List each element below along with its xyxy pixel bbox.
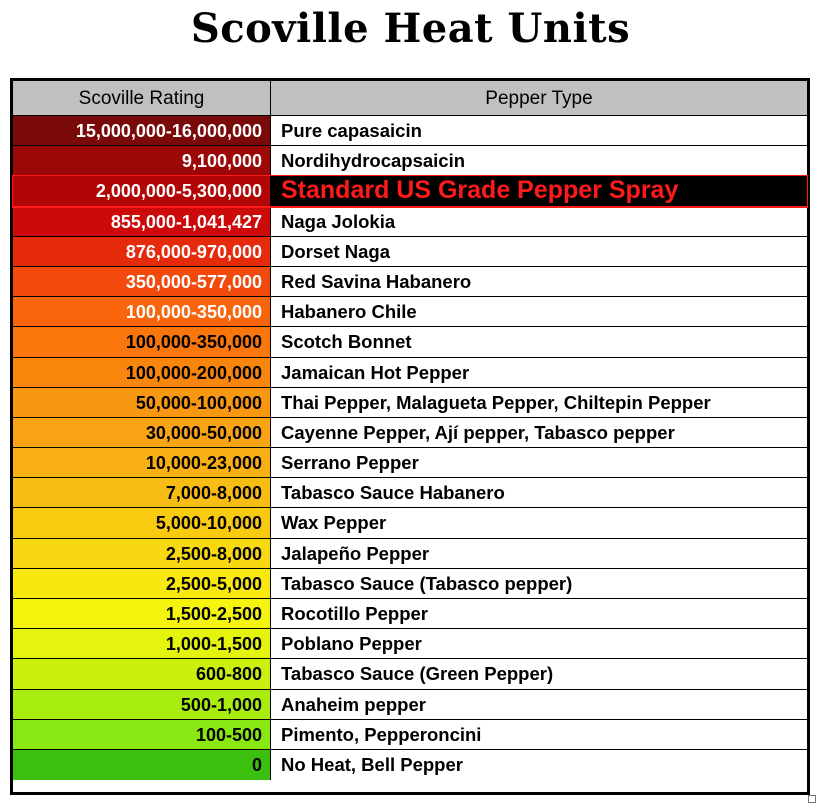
scoville-rating-cell: 15,000,000-16,000,000	[13, 116, 271, 145]
scoville-rating-cell: 100-500	[13, 720, 271, 749]
pepper-type-cell: No Heat, Bell Pepper	[271, 750, 807, 780]
table-row	[13, 327, 807, 357]
pepper-type-cell: Poblano Pepper	[271, 629, 807, 658]
table-row	[13, 448, 807, 478]
pepper-type-cell: Anaheim pepper	[271, 690, 807, 719]
scoville-rating-cell: 30,000-50,000	[13, 418, 271, 447]
scoville-rating-cell: 100,000-350,000	[13, 297, 271, 326]
pepper-type-cell: Standard US Grade Pepper Spray	[271, 176, 807, 205]
table-row	[13, 358, 807, 388]
table-row-highlighted	[13, 176, 807, 206]
scoville-rating-cell: 7,000-8,000	[13, 478, 271, 507]
scoville-rating-cell: 2,000,000-5,300,000	[13, 176, 271, 205]
table-row	[13, 116, 807, 146]
table-header-row	[13, 81, 807, 116]
pepper-type-cell: Tabasco Sauce Habanero	[271, 478, 807, 507]
scoville-rating-cell: 0	[13, 750, 271, 780]
table-row	[13, 237, 807, 267]
pepper-type-cell: Scotch Bonnet	[271, 327, 807, 356]
scoville-rating-cell: 10,000-23,000	[13, 448, 271, 477]
table-row	[13, 478, 807, 508]
scoville-rating-cell: 876,000-970,000	[13, 237, 271, 266]
table-row	[13, 418, 807, 448]
scoville-rating-cell: 500-1,000	[13, 690, 271, 719]
table-row	[13, 297, 807, 327]
pepper-type-cell: Cayenne Pepper, Ají pepper, Tabasco pepper	[271, 418, 807, 447]
table-row	[13, 569, 807, 599]
table-row	[13, 207, 807, 237]
pepper-type-cell: Pimento, Pepperoncini	[271, 720, 807, 749]
table-row	[13, 720, 807, 750]
scoville-rating-cell: 600-800	[13, 659, 271, 688]
pepper-type-cell: Tabasco Sauce (Tabasco pepper)	[271, 569, 807, 598]
scoville-table	[10, 78, 810, 795]
pepper-type-cell: Wax Pepper	[271, 508, 807, 537]
scoville-rating-cell: 1,000-1,500	[13, 629, 271, 658]
pepper-type-cell: Jalapeño Pepper	[271, 539, 807, 568]
pepper-type-cell: Naga Jolokia	[271, 207, 807, 236]
pepper-type-cell: Red Savina Habanero	[271, 267, 807, 296]
pepper-type-cell: Rocotillo Pepper	[271, 599, 807, 628]
table-row	[13, 629, 807, 659]
table-row	[13, 146, 807, 176]
header-scoville-rating: Scoville Rating	[13, 81, 271, 115]
table-row	[13, 659, 807, 689]
scoville-rating-cell: 50,000-100,000	[13, 388, 271, 417]
table-row	[13, 750, 807, 780]
table-row	[13, 267, 807, 297]
pepper-type-cell: Habanero Chile	[271, 297, 807, 326]
scoville-rating-cell: 9,100,000	[13, 146, 271, 175]
pepper-type-cell: Pure capasaicin	[271, 116, 807, 145]
header-pepper-type: Pepper Type	[485, 88, 593, 109]
scoville-rating-cell: 5,000-10,000	[13, 508, 271, 537]
resize-handle	[808, 795, 816, 803]
table-row	[13, 690, 807, 720]
pepper-type-cell: Thai Pepper, Malagueta Pepper, Chiltepin Pepper	[271, 388, 807, 417]
pepper-type-cell: Nordihydrocapsaicin	[271, 146, 807, 175]
pepper-type-cell: Jamaican Hot Pepper	[271, 358, 807, 387]
scoville-rating-cell: 100,000-200,000	[13, 358, 271, 387]
scoville-rating-cell: 855,000-1,041,427	[13, 207, 271, 236]
scoville-rating-cell: 2,500-8,000	[13, 539, 271, 568]
table-body	[13, 116, 807, 780]
table-row	[13, 539, 807, 569]
pepper-type-cell: Tabasco Sauce (Green Pepper)	[271, 659, 807, 688]
table-row	[13, 388, 807, 418]
pepper-type-cell: Serrano Pepper	[271, 448, 807, 477]
table-row	[13, 508, 807, 538]
scoville-rating-cell: 100,000-350,000	[13, 327, 271, 356]
pepper-type-cell: Dorset Naga	[271, 237, 807, 266]
page-title: Scoville Heat Units	[190, 5, 631, 52]
scoville-rating-cell: 1,500-2,500	[13, 599, 271, 628]
table-row	[13, 599, 807, 629]
scoville-rating-cell: 2,500-5,000	[13, 569, 271, 598]
scoville-rating-cell: 350,000-577,000	[13, 267, 271, 296]
